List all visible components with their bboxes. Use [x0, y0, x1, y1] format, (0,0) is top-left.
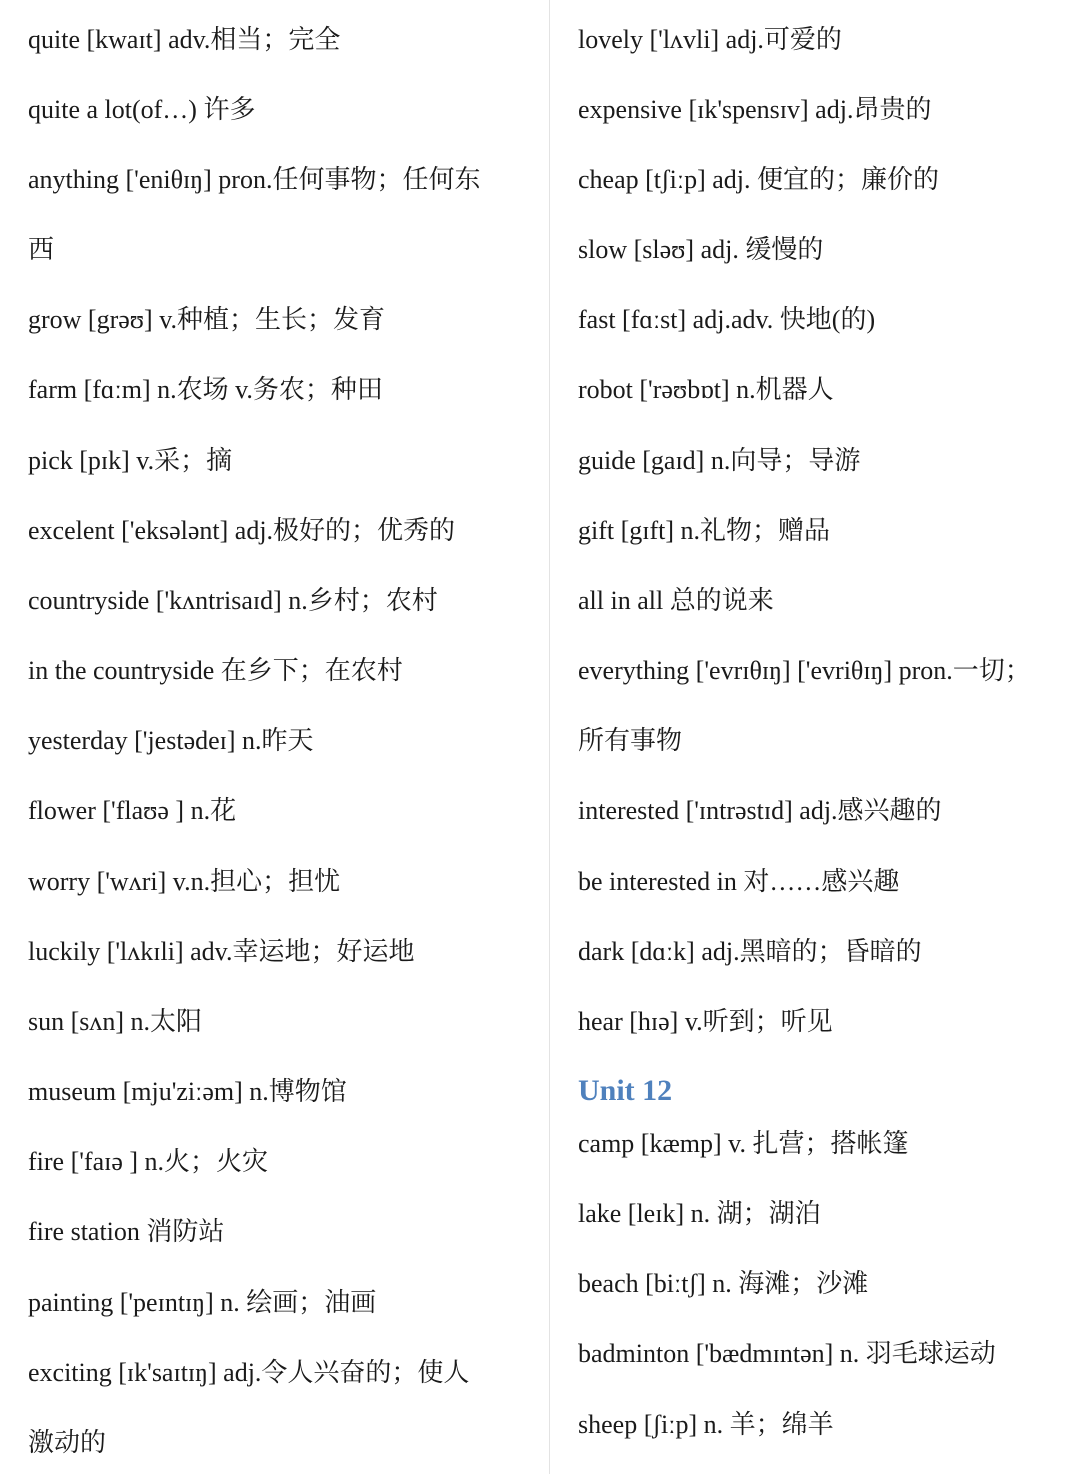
vocab-line: hear [hɪə] v.听到；听见: [578, 1007, 833, 1036]
vocab-line: all in all 总的说来: [578, 586, 774, 615]
unit-heading: Unit 12: [578, 1074, 673, 1107]
vocab-line: fire station 消防站: [28, 1217, 225, 1246]
vocab-line: slow [sləʊ] adj. 缓慢的: [578, 235, 824, 264]
vocab-line: beach [biːtʃ] n. 海滩；沙滩: [578, 1269, 869, 1298]
vocab-line: quite [kwaɪt] adv.相当；完全: [28, 25, 341, 54]
vocab-line: exciting [ɪk'saɪtɪŋ] adj.令人兴奋的；使人: [28, 1358, 470, 1387]
vocab-line: anything ['eniθɪŋ] pron.任何事物；任何东: [28, 165, 481, 194]
vocab-line: pick [pɪk] v.采；摘: [28, 446, 233, 475]
vocab-line: yesterday ['jestədeɪ] n.昨天: [28, 726, 314, 755]
vocab-line: quite a lot(of…) 许多: [28, 95, 256, 124]
vocab-line: worry ['wʌri] v.n.担心；担忧: [28, 867, 341, 896]
vocab-line: painting ['peɪntɪŋ] n. 绘画；油画: [28, 1288, 377, 1317]
vocab-line: expensive [ɪk'spensɪv] adj.昂贵的: [578, 95, 932, 124]
vocab-line-continuation: 所有事物: [578, 726, 683, 755]
vocab-line: badminton ['bædmɪntən] n. 羽毛球运动: [578, 1339, 996, 1368]
vocab-line: interested ['ɪntrəstɪd] adj.感兴趣的: [578, 796, 942, 825]
vocab-line: gift [gɪft] n.礼物；赠品: [578, 516, 831, 545]
vocab-line: guide [gaɪd] n.向导；导游: [578, 446, 861, 475]
vocab-line: cheap [tʃiːp] adj. 便宜的；廉价的: [578, 165, 940, 194]
vocab-line: museum [mju'ziːəm] n.博物馆: [28, 1077, 347, 1106]
vocab-line: everything ['evrɪθɪŋ] ['evriθɪŋ] pron.一切；: [578, 656, 1031, 685]
vocab-line-continuation: 西: [28, 235, 55, 264]
vocab-line: luckily ['lʌkɪli] adv.幸运地；好运地: [28, 937, 415, 966]
vocab-line: lovely ['lʌvli] adj.可爱的: [578, 25, 842, 54]
vocab-line: grow [grəʊ] v.种植；生长；发育: [28, 305, 386, 334]
vocab-line: excelent ['eksələnt] adj.极好的；优秀的: [28, 516, 456, 545]
vocab-line: fast [fɑːst] adj.adv. 快地(的): [578, 305, 876, 334]
vocab-line: sheep [ʃiːp] n. 羊；绵羊: [578, 1410, 834, 1439]
vocab-line: robot ['rəʊbɒt] n.机器人: [578, 375, 834, 404]
vocab-line: farm [fɑːm] n.农场 v.务农；种田: [28, 375, 383, 404]
vocab-line: fire ['faɪə ] n.火；火灾: [28, 1147, 269, 1176]
vocab-line: camp [kæmp] v. 扎营；搭帐篷: [578, 1129, 909, 1158]
vocab-line: flower ['flaʊə ] n.花: [28, 796, 237, 825]
vocab-line: in the countryside 在乡下；在农村: [28, 656, 403, 685]
column-divider: [549, 0, 550, 1474]
vocab-line: countryside ['kʌntrisaɪd] n.乡村；农村: [28, 586, 438, 615]
vocab-line: lake [leɪk] n. 湖；湖泊: [578, 1199, 821, 1228]
vocab-line: dark [dɑːk] adj.黑暗的；昏暗的: [578, 937, 922, 966]
vocab-line: be interested in 对……感兴趣: [578, 867, 900, 896]
vocab-line: sun [sʌn] n.太阳: [28, 1007, 203, 1036]
vocab-line-continuation: 激动的: [28, 1428, 107, 1457]
